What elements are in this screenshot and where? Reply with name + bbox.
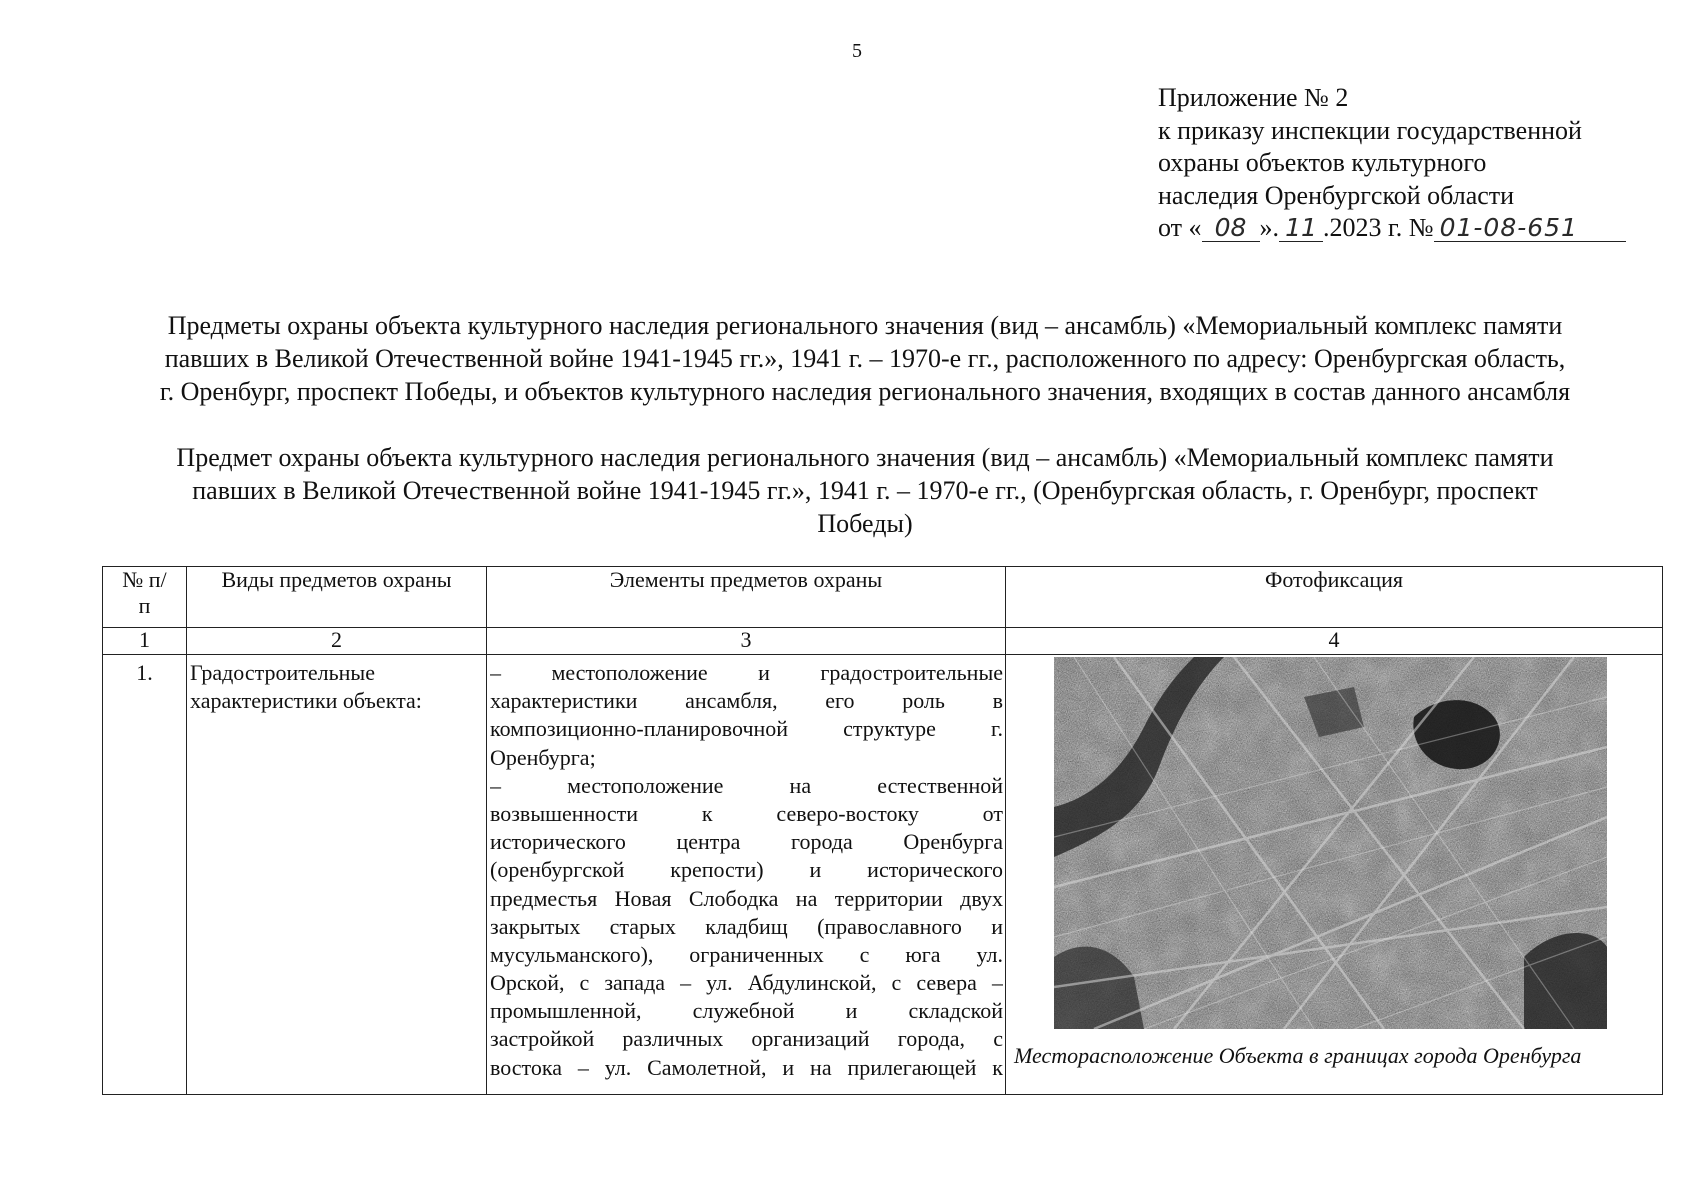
photo-cell [1006, 655, 1663, 1095]
appendix-title: Приложение № 2 [1158, 83, 1349, 112]
appendix-line: к приказу инспекции государственной [1158, 115, 1582, 145]
appendix-date-line [1158, 212, 1626, 245]
row-number: 1. [103, 655, 187, 1095]
page-number: 5 [852, 40, 862, 62]
date-separator: ». [1259, 213, 1280, 242]
date-year: .2023 г. № [1323, 213, 1434, 242]
elements-line: застройкой различных организаций города, с [490, 1026, 1003, 1052]
elements-line: исторического центра города Оренбурга [490, 829, 1003, 855]
document-title [70, 309, 1660, 408]
title-line: павших в Великой Отечественной войне 1941-1945 гг.», 1941 г. – 1970-е гг., (Оренбургская область, г. Оренбург, проспект [192, 476, 1538, 505]
handwritten-order-number: 01-08-651 [1434, 215, 1626, 242]
row-kind: Градостроительные характеристики объекта: [187, 655, 487, 1095]
column-number: 2 [187, 628, 487, 655]
elements-line: Орской, с запада – ул. Абдулинской, с севера – [490, 970, 1003, 996]
elements-line: Оренбурга; [490, 744, 596, 770]
handwritten-day: 08 [1202, 215, 1260, 242]
protection-subjects-table [102, 566, 1663, 1095]
column-number-row [103, 628, 1663, 655]
elements-line: характеристики ансамбля, его роль в [490, 688, 1003, 714]
header-num: № п/п [103, 567, 187, 628]
appendix-line: охраны объектов культурного [1158, 148, 1487, 177]
elements-line: мусульманского), ограниченных с юга ул. [490, 941, 1003, 967]
column-number: 4 [1006, 628, 1663, 655]
date-prefix: от « [1158, 213, 1202, 242]
section-title [70, 441, 1660, 540]
appendix-line: наследия Оренбургской области [1158, 180, 1515, 210]
aerial-city-photo [1054, 657, 1607, 1029]
photo-caption: Месторасположение Объекта в границах города Оренбурга [1014, 1043, 1582, 1068]
handwritten-month: 11 [1279, 215, 1323, 242]
table-header-row [103, 567, 1663, 628]
elements-line: предместья Новая Слободка на территории двух [490, 885, 1003, 911]
elements-line: востока – ул. Самолетной, и на прилегающей к [490, 1054, 1003, 1080]
title-line: Предмет охраны объекта культурного наследия регионального значения (вид – ансамбль) «Мемориальный комплекс памяти [176, 443, 1554, 472]
table-row [103, 655, 1663, 1095]
header-photo: Фотофиксация [1006, 567, 1663, 628]
elements-line: промышленной, служебной и складской [490, 998, 1003, 1024]
header-elements: Элементы предметов охраны [487, 567, 1006, 628]
title-line: Победы) [817, 509, 913, 538]
column-number: 1 [103, 628, 187, 655]
column-number: 3 [487, 628, 1006, 655]
title-line: г. Оренбург, проспект Победы, и объектов культурного наследия регионального значения, входящих в состав данного ансамбля [159, 377, 1571, 406]
title-line: Предметы охраны объекта культурного наследия регионального значения (вид – ансамбль) «Мемориальный комплекс памяти [167, 311, 1563, 340]
elements-line: закрытых старых кладбищ (православного и [490, 913, 1003, 939]
elements-line: (оренбургской крепости) и исторического [490, 857, 1003, 883]
elements-line: возвышенности к северо-востоку от [490, 800, 1003, 826]
row-elements [487, 655, 1006, 1095]
aerial-photo-image [1054, 657, 1607, 1029]
elements-line: – местоположение на естественной [490, 772, 1003, 798]
elements-line: композиционно-планировочной структуре г. [490, 716, 1003, 742]
header-kinds: Виды предметов охраны [187, 567, 487, 628]
elements-line: – местоположение и градостроительные [490, 660, 1003, 685]
title-line: павших в Великой Отечественной войне 1941-1945 гг.», 1941 г. – 1970-е гг., расположенного по адресу: Оренбургская область, [164, 344, 1566, 373]
appendix-block [1158, 82, 1626, 245]
